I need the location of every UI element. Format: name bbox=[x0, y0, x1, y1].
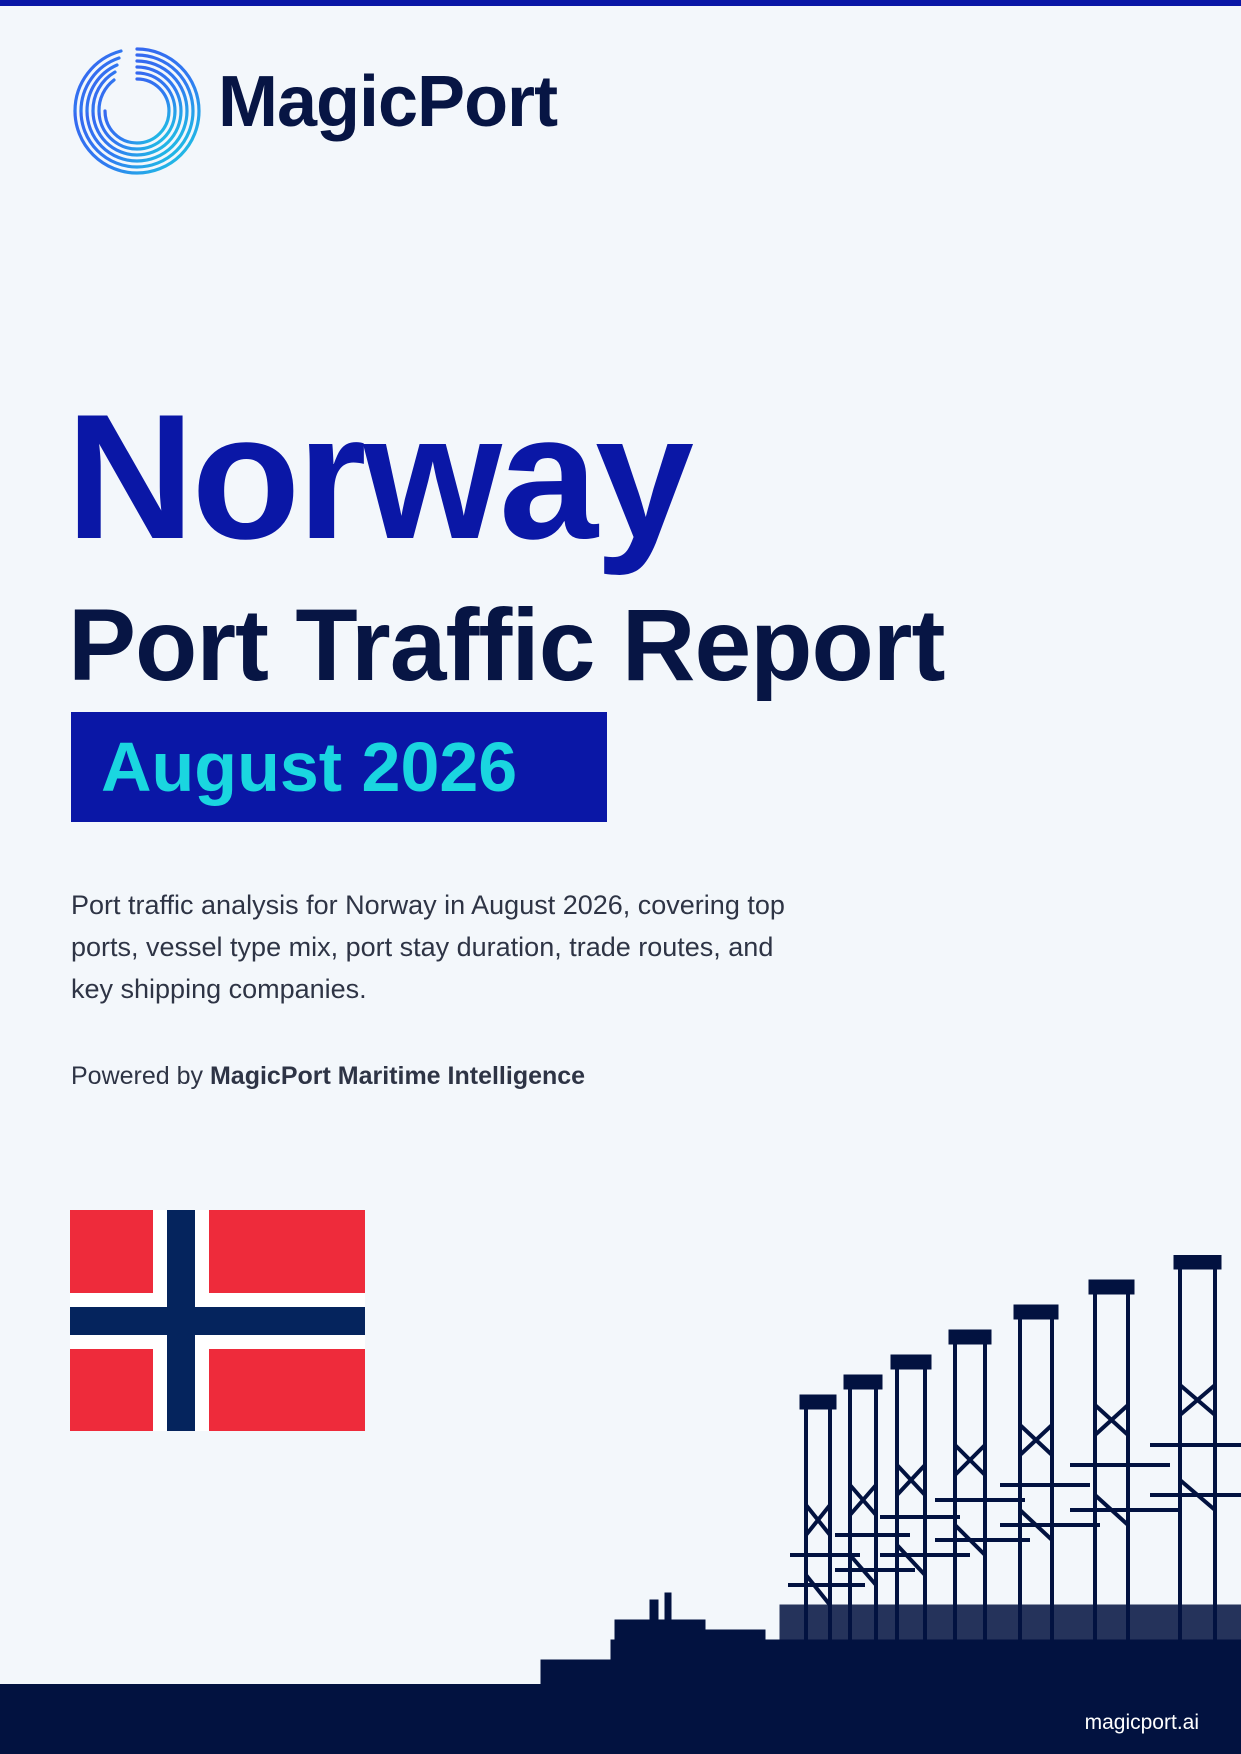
report-period: August 2026 bbox=[101, 728, 518, 806]
powered-by-name: MagicPort Maritime Intelligence bbox=[209, 1062, 586, 1090]
top-accent-bar bbox=[0, 0, 1241, 6]
swirl-logo-icon bbox=[71, 45, 203, 177]
report-country: Norway bbox=[66, 377, 691, 576]
report-title: Port Traffic Report bbox=[68, 588, 945, 702]
powered-by bbox=[71, 1062, 585, 1091]
report-period-badge bbox=[71, 712, 607, 822]
norway-flag-icon bbox=[70, 1210, 365, 1431]
powered-by-prefix: Powered by bbox=[71, 1062, 204, 1090]
footer-bar bbox=[0, 1684, 1241, 1754]
port-cranes-silhouette-icon bbox=[530, 1255, 1241, 1685]
report-description: Port traffic analysis for Norway in August 2026, covering top ports, vessel type mix, port stay duration, trade routes, and key shipping companies. bbox=[71, 890, 785, 1004]
brand-name: MagicPort bbox=[218, 62, 558, 142]
footer-website: magicport.ai bbox=[1084, 1711, 1199, 1734]
